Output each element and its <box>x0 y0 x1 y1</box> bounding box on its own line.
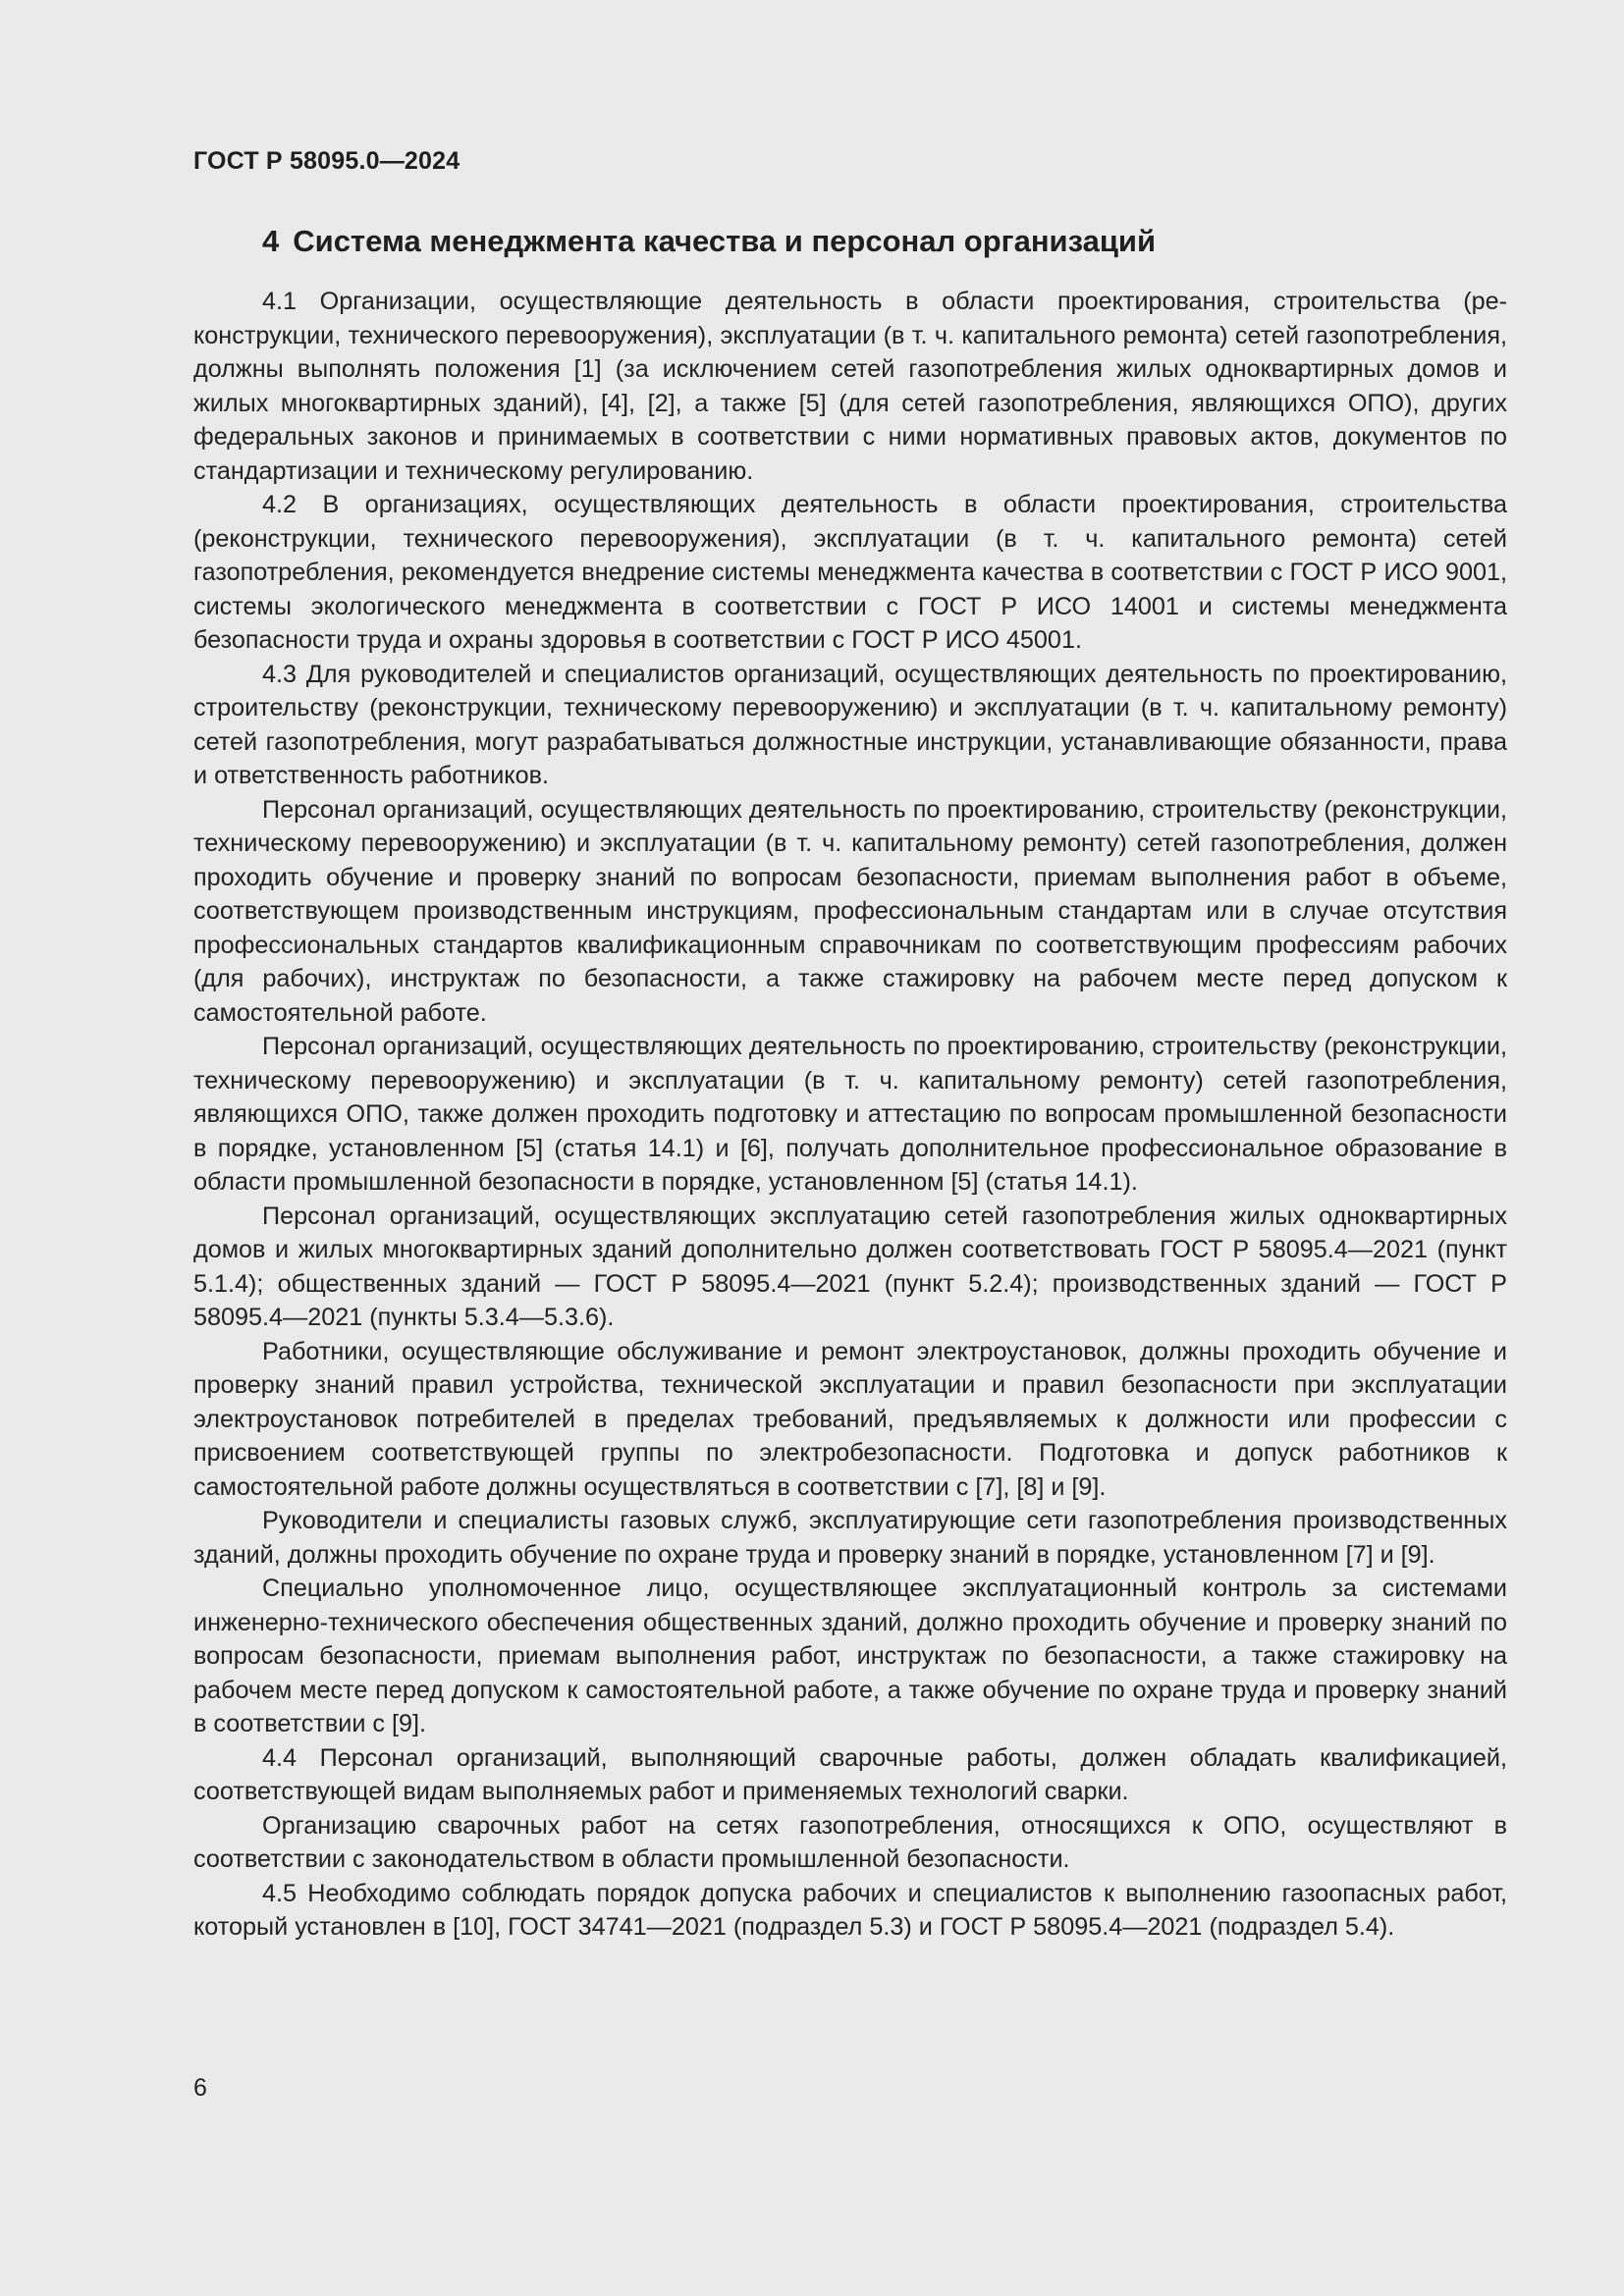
paragraph: Специально уполномоченное лицо, осуществляющее эксплуатационный контроль за системами инженерно-технического обеспечения общественных зданий, должно проходить обучение и проверку знаний по вопросам безопасности, приемам выполнения работ, инструктаж по безопасности, а также стажировку на рабочем месте перед допуском к самостоятельной работе, а также обучение по охране труда и проверку знаний в соответствии с [9]. <box>193 1575 1507 1737</box>
paragraph: Работники, осуществляющие обслуживание и ремонт электроустановок, должны проходить обучение и проверку знаний правил устройства, технической эксплуатации и правил безопасности при эксплуатации электроустановок потребителей в пределах требований, предъявляемых к должности или профессии с присвоением соответствующей группы по электробезопасности. Подготовка и допуск работников к самостоятельной работе должны осуществляться в соответствии с [7], [8] и [9]. <box>193 1337 1507 1501</box>
paragraph-4-3: 4.3 Для руководителей и специалистов организаций, осуществляющих деятельность по проектированию, строительству (реконструкции, техническому перевооружению) и эксплуатации (в т. ч. капитальному ремонту) сетей газопотребления, могут разрабатываться должностные инструкции, устанавливающие обязанности, права и ответственность работников. <box>193 660 1507 789</box>
paragraph-4-4: 4.4 Персонал организаций, выполняющий сварочные работы, должен обладать квалификацией, соответствующей видам выполняемых работ и применяемых технологий сварки. <box>193 1743 1507 1805</box>
paragraph-4-1: 4.1 Организации, осуществляющие деятельность в области проектирования, строительства (реконструкции, технического перевооружения), эксплуатации (в т. ч. капитального ремонта) сетей газопотребления, должны выполнять положения [1] (за исключением сетей газопотребления жилых одноквартирных домов и жилых многоквартирных зданий), [4], [2], а также [5] (для сетей газопотребления, являющихся ОПО), других федеральных законов и принимаемых в соответствии с ними нормативных правовых актов, документов по стандартизации и техническому регулированию. <box>193 288 1507 485</box>
paragraph: Персонал организаций, осуществляющих эксплуатацию сетей газопотребления жилых одноквартирных домов и жилых многоквартирных зданий дополнительно должен соответствовать ГОСТ Р 58095.4—2021 (пункт 5.1.4); общественных зданий — ГОСТ Р 58095.4—2021 (пункт 5.2.4); производственных зданий — ГОСТ Р 58095.4—2021 (пункты 5.3.4—5.3.6). <box>193 1201 1507 1331</box>
paragraph: Организацию сварочных работ на сетях газопотребления, относящихся к ОПО, осуществляют в соответствии с законодательством в области промышленной безопасности. <box>193 1811 1507 1873</box>
section-title: Система менеджмента качества и персонал организаций <box>293 224 1157 258</box>
paragraph-4-5: 4.5 Необходимо соблюдать порядок допуска рабочих и специалистов к выполнению газоопасных работ, который установлен в [10], ГОСТ 34741—2021 (подраздел 5.3) и ГОСТ Р 58095.4—2021 (подраздел 5.4). <box>193 1879 1507 1941</box>
paragraph: Персонал организаций, осуществляющих деятельность по проектированию, строительству (реконструкции, техническому перевооружению) и эксплуатации (в т. ч. капитальному ремонту) сетей газопотребления, должен проходить обучение и проверку знаний по вопросам безопасности, приемам выполнения работ в объеме, соответствующем производственным инструкциям, профессиональным стандартам или в случае отсутствия профессиональных стандартов квалификационным справочникам по соответствующим профессиям рабочих (для рабочих), инструктаж по безопасности, а также стажировку на рабочем месте перед допуском к самостоятельной работе. <box>193 795 1507 1027</box>
paragraph: Персонал организаций, осуществляющих деятельность по проектированию, строительству (реконструкции, техническому перевооружению) и эксплуатации (в т. ч. капитальному ремонту) сетей газопотребления, являющихся ОПО, также должен проходить подготовку и аттестацию по вопросам промышленной безопасности в порядке, установленном [5] (статья 14.1) и [6], получать дополнительное профессиональное образование в области промышленной безопасности в порядке, установленном [5] (статья 14.1). <box>193 1033 1507 1196</box>
paragraph: Руководители и специалисты газовых служб, эксплуатирующие сети газопотребления производственных зданий, должны проходить обучение по охране труда и проверку знаний в порядке, установленном [7] и [9]. <box>193 1507 1507 1569</box>
section-number: 4 <box>262 224 280 258</box>
paragraph-4-2: 4.2 В организациях, осуществляющих деятельность в области проектирования, строительства (реконструкции, технического перевооружения), эксплуатации (в т. ч. капитального ремонта) сетей газопотребления, рекомендуется внедрение системы менеджмента качества в соответствии с ГОСТ Р ИСО 9001, системы экологического менеджмента в соответствии с ГОСТ Р ИСО 14001 и системы менеджмента безопасности труда и охраны здоровья в соответствии с ГОСТ Р ИСО 45001. <box>193 491 1507 654</box>
section-body <box>193 285 1507 1945</box>
standard-code: ГОСТ Р 58095.0—2024 <box>193 147 460 175</box>
page-number: 6 <box>193 2074 207 2102</box>
section-heading <box>262 224 1156 259</box>
